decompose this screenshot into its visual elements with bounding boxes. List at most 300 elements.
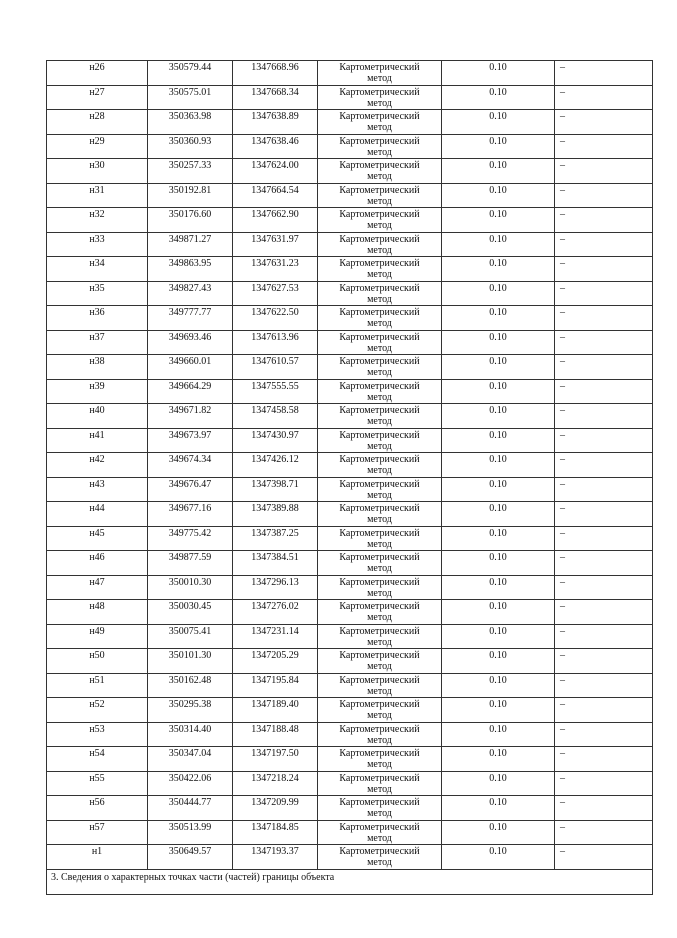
description-cell: –	[555, 575, 653, 600]
method-cell	[318, 575, 442, 600]
x-coordinate-cell: 350075.41	[148, 624, 233, 649]
table-row	[47, 649, 653, 674]
x-coordinate-cell: 350513.99	[148, 820, 233, 845]
method-line-1: Картометрический	[339, 282, 420, 294]
description-cell: –	[555, 526, 653, 551]
table-row	[47, 134, 653, 159]
method-cell	[318, 61, 442, 86]
x-coordinate-cell: 350314.40	[148, 722, 233, 747]
method-line-1: Картометрический	[339, 576, 420, 588]
accuracy-cell: 0.10	[442, 183, 555, 208]
y-coordinate-cell: 1347426.12	[233, 453, 318, 478]
point-name-cell: н57	[47, 820, 148, 845]
method-line-2: метод	[367, 759, 392, 770]
y-coordinate-cell: 1347631.23	[233, 257, 318, 282]
method-cell	[318, 526, 442, 551]
table-row	[47, 404, 653, 429]
method-line-2: метод	[367, 514, 392, 525]
y-coordinate-cell: 1347218.24	[233, 771, 318, 796]
point-name-cell: н31	[47, 183, 148, 208]
description-cell: –	[555, 551, 653, 576]
accuracy-cell: 0.10	[442, 85, 555, 110]
point-name-cell: н32	[47, 208, 148, 233]
x-coordinate-cell: 349677.16	[148, 502, 233, 527]
method-line-1: Картометрический	[339, 503, 420, 514]
method-line-2: метод	[367, 416, 392, 427]
point-name-cell: н56	[47, 796, 148, 821]
method-line-2: метод	[367, 146, 392, 158]
method-line-2: метод	[367, 808, 392, 819]
y-coordinate-cell: 1347231.14	[233, 624, 318, 649]
method-line-1: Картометрический	[339, 209, 420, 220]
method-line-2: метод	[367, 832, 392, 844]
accuracy-cell: 0.10	[442, 232, 555, 257]
method-line-2: метод	[367, 685, 392, 697]
x-coordinate-cell: 350030.45	[148, 600, 233, 625]
method-line-1: Картометрический	[339, 552, 420, 563]
point-name-cell: н36	[47, 306, 148, 331]
x-coordinate-cell: 350162.48	[148, 673, 233, 698]
accuracy-cell: 0.10	[442, 281, 555, 306]
accuracy-cell: 0.10	[442, 355, 555, 380]
x-coordinate-cell: 350579.44	[148, 61, 233, 86]
description-cell: –	[555, 355, 653, 380]
method-cell	[318, 208, 442, 233]
point-name-cell: н51	[47, 673, 148, 698]
description-cell: –	[555, 281, 653, 306]
method-line-1: Картометрический	[339, 405, 420, 416]
method-line-1: Картометрический	[339, 184, 420, 196]
description-cell: –	[555, 845, 653, 870]
description-cell: –	[555, 649, 653, 674]
y-coordinate-cell: 1347622.50	[233, 306, 318, 331]
method-line-2: метод	[367, 587, 392, 599]
method-line-2: метод	[367, 244, 392, 256]
description-cell: –	[555, 85, 653, 110]
y-coordinate-cell: 1347189.40	[233, 698, 318, 723]
point-name-cell: н48	[47, 600, 148, 625]
method-cell	[318, 85, 442, 110]
method-line-1: Картометрический	[339, 821, 420, 833]
x-coordinate-cell: 349693.46	[148, 330, 233, 355]
y-coordinate-cell: 1347613.96	[233, 330, 318, 355]
table-row	[47, 428, 653, 453]
method-cell	[318, 330, 442, 355]
method-line-1: Картометрический	[339, 429, 420, 441]
y-coordinate-cell: 1347384.51	[233, 551, 318, 576]
method-line-1: Картометрический	[339, 380, 420, 392]
y-coordinate-cell: 1347662.90	[233, 208, 318, 233]
method-line-2: метод	[367, 318, 392, 329]
description-cell: –	[555, 428, 653, 453]
x-coordinate-cell: 350363.98	[148, 110, 233, 135]
method-cell	[318, 428, 442, 453]
method-line-1: Картометрический	[339, 454, 420, 465]
description-cell: –	[555, 502, 653, 527]
y-coordinate-cell: 1347458.58	[233, 404, 318, 429]
x-coordinate-cell: 350422.06	[148, 771, 233, 796]
method-cell	[318, 502, 442, 527]
table-row	[47, 600, 653, 625]
description-cell: –	[555, 698, 653, 723]
method-line-1: Картометрический	[339, 62, 420, 73]
method-line-1: Картометрический	[339, 846, 420, 857]
method-line-2: метод	[367, 342, 392, 354]
y-coordinate-cell: 1347668.34	[233, 85, 318, 110]
method-line-2: метод	[367, 783, 392, 795]
point-name-cell: н26	[47, 61, 148, 86]
table-row	[47, 208, 653, 233]
accuracy-cell: 0.10	[442, 551, 555, 576]
x-coordinate-cell: 349863.95	[148, 257, 233, 282]
y-coordinate-cell: 1347296.13	[233, 575, 318, 600]
method-line-2: метод	[367, 440, 392, 452]
x-coordinate-cell: 350575.01	[148, 85, 233, 110]
description-cell: –	[555, 379, 653, 404]
method-line-1: Картометрический	[339, 650, 420, 661]
table-row	[47, 159, 653, 184]
point-name-cell: н28	[47, 110, 148, 135]
method-line-2: метод	[367, 636, 392, 648]
accuracy-cell: 0.10	[442, 747, 555, 772]
point-name-cell: н45	[47, 526, 148, 551]
method-line-2: метод	[367, 734, 392, 746]
table-row	[47, 330, 653, 355]
method-cell	[318, 306, 442, 331]
method-cell	[318, 600, 442, 625]
table-row	[47, 257, 653, 282]
y-coordinate-cell: 1347276.02	[233, 600, 318, 625]
y-coordinate-cell: 1347664.54	[233, 183, 318, 208]
method-cell	[318, 355, 442, 380]
accuracy-cell: 0.10	[442, 61, 555, 86]
description-cell: –	[555, 306, 653, 331]
method-cell	[318, 747, 442, 772]
method-line-1: Картометрический	[339, 797, 420, 808]
x-coordinate-cell: 350360.93	[148, 134, 233, 159]
accuracy-cell: 0.10	[442, 477, 555, 502]
accuracy-cell: 0.10	[442, 575, 555, 600]
accuracy-cell: 0.10	[442, 453, 555, 478]
point-name-cell: н37	[47, 330, 148, 355]
x-coordinate-cell: 350192.81	[148, 183, 233, 208]
x-coordinate-cell: 349676.47	[148, 477, 233, 502]
point-name-cell: н30	[47, 159, 148, 184]
table-row	[47, 722, 653, 747]
x-coordinate-cell: 350010.30	[148, 575, 233, 600]
point-name-cell: н27	[47, 85, 148, 110]
point-name-cell: н42	[47, 453, 148, 478]
accuracy-cell: 0.10	[442, 673, 555, 698]
description-cell: –	[555, 330, 653, 355]
method-line-1: Картометрический	[339, 478, 420, 490]
method-line-2: метод	[367, 97, 392, 109]
point-name-cell: н46	[47, 551, 148, 576]
point-name-cell: н38	[47, 355, 148, 380]
method-cell	[318, 134, 442, 159]
method-line-1: Картометрический	[339, 135, 420, 147]
y-coordinate-cell: 1347195.84	[233, 673, 318, 698]
accuracy-cell: 0.10	[442, 771, 555, 796]
method-cell	[318, 649, 442, 674]
method-line-1: Картометрический	[339, 723, 420, 735]
point-name-cell: н43	[47, 477, 148, 502]
coordinates-table	[46, 60, 653, 895]
description-cell: –	[555, 624, 653, 649]
accuracy-cell: 0.10	[442, 502, 555, 527]
x-coordinate-cell: 349664.29	[148, 379, 233, 404]
x-coordinate-cell: 349775.42	[148, 526, 233, 551]
accuracy-cell: 0.10	[442, 722, 555, 747]
table-row	[47, 820, 653, 845]
x-coordinate-cell: 350649.57	[148, 845, 233, 870]
accuracy-cell: 0.10	[442, 845, 555, 870]
accuracy-cell: 0.10	[442, 257, 555, 282]
y-coordinate-cell: 1347610.57	[233, 355, 318, 380]
method-line-2: метод	[367, 857, 392, 868]
description-cell: –	[555, 232, 653, 257]
table-row	[47, 624, 653, 649]
accuracy-cell: 0.10	[442, 379, 555, 404]
method-cell	[318, 159, 442, 184]
y-coordinate-cell: 1347631.97	[233, 232, 318, 257]
method-cell	[318, 183, 442, 208]
accuracy-cell: 0.10	[442, 208, 555, 233]
description-cell: –	[555, 747, 653, 772]
accuracy-cell: 0.10	[442, 526, 555, 551]
coordinates-table-body	[47, 61, 653, 895]
method-cell	[318, 232, 442, 257]
accuracy-cell: 0.10	[442, 428, 555, 453]
table-row	[47, 306, 653, 331]
x-coordinate-cell: 350257.33	[148, 159, 233, 184]
table-row	[47, 477, 653, 502]
description-cell: –	[555, 796, 653, 821]
method-cell	[318, 624, 442, 649]
description-cell: –	[555, 134, 653, 159]
method-line-1: Картометрический	[339, 356, 420, 367]
accuracy-cell: 0.10	[442, 306, 555, 331]
description-cell: –	[555, 110, 653, 135]
y-coordinate-cell: 1347638.46	[233, 134, 318, 159]
method-cell	[318, 698, 442, 723]
point-name-cell: н33	[47, 232, 148, 257]
description-cell: –	[555, 453, 653, 478]
description-cell: –	[555, 673, 653, 698]
y-coordinate-cell: 1347193.37	[233, 845, 318, 870]
table-row	[47, 673, 653, 698]
description-cell: –	[555, 404, 653, 429]
description-cell: –	[555, 820, 653, 845]
x-coordinate-cell: 349671.82	[148, 404, 233, 429]
method-cell	[318, 796, 442, 821]
description-cell: –	[555, 257, 653, 282]
method-cell	[318, 820, 442, 845]
point-name-cell: н53	[47, 722, 148, 747]
method-cell	[318, 551, 442, 576]
section-row	[47, 869, 653, 894]
method-line-2: метод	[367, 710, 392, 721]
method-line-1: Картометрический	[339, 527, 420, 539]
description-cell: –	[555, 477, 653, 502]
point-name-cell: н40	[47, 404, 148, 429]
x-coordinate-cell: 349674.34	[148, 453, 233, 478]
method-cell	[318, 379, 442, 404]
method-line-1: Картометрический	[339, 772, 420, 784]
x-coordinate-cell: 350347.04	[148, 747, 233, 772]
table-row	[47, 796, 653, 821]
table-row	[47, 183, 653, 208]
method-line-1: Картометрический	[339, 86, 420, 98]
x-coordinate-cell: 349871.27	[148, 232, 233, 257]
y-coordinate-cell: 1347205.29	[233, 649, 318, 674]
accuracy-cell: 0.10	[442, 110, 555, 135]
method-cell	[318, 257, 442, 282]
accuracy-cell: 0.10	[442, 404, 555, 429]
section-3-heading: 3. Сведения о характерных точках части (частей) границы объекта	[47, 869, 653, 894]
method-line-1: Картометрический	[339, 233, 420, 245]
method-line-1: Картометрический	[339, 674, 420, 686]
point-name-cell: н54	[47, 747, 148, 772]
point-name-cell: н34	[47, 257, 148, 282]
method-line-1: Картометрический	[339, 748, 420, 759]
description-cell: –	[555, 600, 653, 625]
method-line-2: метод	[367, 220, 392, 231]
method-line-2: метод	[367, 391, 392, 403]
y-coordinate-cell: 1347184.85	[233, 820, 318, 845]
method-line-2: метод	[367, 195, 392, 207]
table-row	[47, 698, 653, 723]
method-line-2: метод	[367, 269, 392, 280]
method-line-2: метод	[367, 489, 392, 501]
description-cell: –	[555, 159, 653, 184]
point-name-cell: н52	[47, 698, 148, 723]
table-row	[47, 61, 653, 86]
point-name-cell: н50	[47, 649, 148, 674]
point-name-cell: н29	[47, 134, 148, 159]
method-cell	[318, 477, 442, 502]
y-coordinate-cell: 1347387.25	[233, 526, 318, 551]
table-row	[47, 502, 653, 527]
description-cell: –	[555, 771, 653, 796]
accuracy-cell: 0.10	[442, 796, 555, 821]
method-line-1: Картометрический	[339, 111, 420, 122]
method-cell	[318, 404, 442, 429]
y-coordinate-cell: 1347188.48	[233, 722, 318, 747]
method-cell	[318, 673, 442, 698]
y-coordinate-cell: 1347668.96	[233, 61, 318, 86]
accuracy-cell: 0.10	[442, 134, 555, 159]
table-row	[47, 110, 653, 135]
accuracy-cell: 0.10	[442, 820, 555, 845]
x-coordinate-cell: 350101.30	[148, 649, 233, 674]
description-cell: –	[555, 208, 653, 233]
y-coordinate-cell: 1347624.00	[233, 159, 318, 184]
method-line-2: метод	[367, 122, 392, 133]
x-coordinate-cell: 350176.60	[148, 208, 233, 233]
point-name-cell: н49	[47, 624, 148, 649]
method-line-1: Картометрический	[339, 160, 420, 171]
point-name-cell: н47	[47, 575, 148, 600]
method-line-2: метод	[367, 538, 392, 550]
method-line-1: Картометрический	[339, 699, 420, 710]
point-name-cell: н1	[47, 845, 148, 870]
method-cell	[318, 110, 442, 135]
method-line-2: метод	[367, 465, 392, 476]
table-row	[47, 232, 653, 257]
table-row	[47, 551, 653, 576]
y-coordinate-cell: 1347638.89	[233, 110, 318, 135]
table-row	[47, 771, 653, 796]
method-line-2: метод	[367, 171, 392, 182]
table-row	[47, 453, 653, 478]
x-coordinate-cell: 349877.59	[148, 551, 233, 576]
method-line-1: Картометрический	[339, 331, 420, 343]
accuracy-cell: 0.10	[442, 698, 555, 723]
method-line-2: метод	[367, 563, 392, 574]
y-coordinate-cell: 1347398.71	[233, 477, 318, 502]
point-name-cell: н55	[47, 771, 148, 796]
x-coordinate-cell: 349673.97	[148, 428, 233, 453]
x-coordinate-cell: 350295.38	[148, 698, 233, 723]
y-coordinate-cell: 1347430.97	[233, 428, 318, 453]
method-line-1: Картометрический	[339, 601, 420, 612]
table-row	[47, 526, 653, 551]
table-row	[47, 85, 653, 110]
y-coordinate-cell: 1347389.88	[233, 502, 318, 527]
table-row	[47, 281, 653, 306]
accuracy-cell: 0.10	[442, 624, 555, 649]
description-cell: –	[555, 61, 653, 86]
point-name-cell: н41	[47, 428, 148, 453]
x-coordinate-cell: 350444.77	[148, 796, 233, 821]
point-name-cell: н35	[47, 281, 148, 306]
x-coordinate-cell: 349660.01	[148, 355, 233, 380]
table-row	[47, 747, 653, 772]
y-coordinate-cell: 1347627.53	[233, 281, 318, 306]
method-cell	[318, 453, 442, 478]
method-line-2: метод	[367, 293, 392, 305]
method-line-2: метод	[367, 367, 392, 378]
method-cell	[318, 845, 442, 870]
table-row	[47, 379, 653, 404]
method-line-1: Картометрический	[339, 258, 420, 269]
y-coordinate-cell: 1347209.99	[233, 796, 318, 821]
table-row	[47, 355, 653, 380]
accuracy-cell: 0.10	[442, 330, 555, 355]
accuracy-cell: 0.10	[442, 649, 555, 674]
table-row	[47, 845, 653, 870]
method-cell	[318, 722, 442, 747]
y-coordinate-cell: 1347555.55	[233, 379, 318, 404]
method-line-2: метод	[367, 612, 392, 623]
y-coordinate-cell: 1347197.50	[233, 747, 318, 772]
x-coordinate-cell: 349777.77	[148, 306, 233, 331]
method-line-2: метод	[367, 661, 392, 672]
point-name-cell: н39	[47, 379, 148, 404]
method-line-2: метод	[367, 73, 392, 84]
description-cell: –	[555, 183, 653, 208]
description-cell: –	[555, 722, 653, 747]
method-line-1: Картометрический	[339, 625, 420, 637]
accuracy-cell: 0.10	[442, 600, 555, 625]
accuracy-cell: 0.10	[442, 159, 555, 184]
x-coordinate-cell: 349827.43	[148, 281, 233, 306]
point-name-cell: н44	[47, 502, 148, 527]
table-row	[47, 575, 653, 600]
method-cell	[318, 771, 442, 796]
method-cell	[318, 281, 442, 306]
